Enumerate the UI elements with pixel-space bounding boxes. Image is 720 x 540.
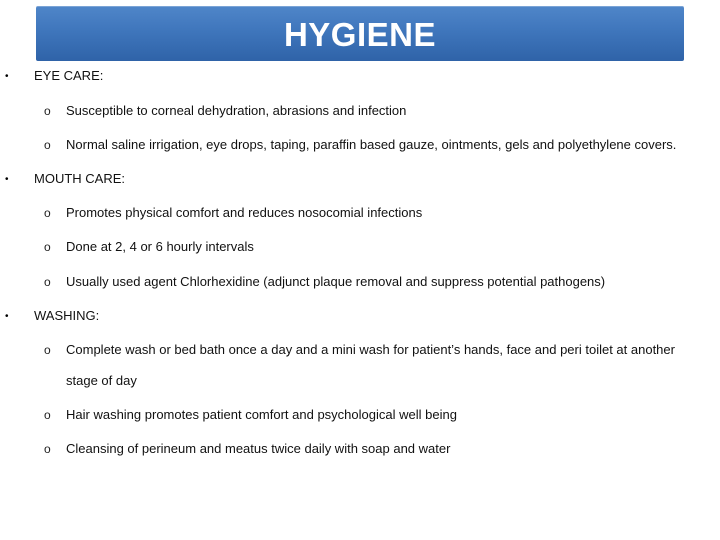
list-item: Usually used agent Chlorhexidine (adjunct plaque removal and suppress potential pathogens) [66,274,606,289]
sub-bullet-icon: o [44,240,51,254]
sub-bullet-icon: o [44,275,51,289]
sub-bullet-icon: o [44,104,51,118]
title-banner [36,6,684,61]
slide-title: HYGIENE [283,16,437,53]
sub-bullet-icon: o [44,408,51,422]
sub-bullet-icon: o [44,343,51,357]
bullet-icon: • [5,174,9,185]
list-item: Promotes physical comfort and reduces nosocomial infections [66,205,423,220]
list-item: Susceptible to corneal dehydration, abrasions and infection [66,103,407,118]
sub-bullet-icon: o [44,442,51,456]
section-label-mouth-care: MOUTH CARE: [34,171,125,186]
bullet-icon: • [5,71,9,82]
sub-bullet-icon: o [44,206,51,220]
list-item: Hair washing promotes patient comfort and psychological well being [66,407,457,422]
list-item: Complete wash or bed bath once a day and a mini wash for patient’s hands, face and peri toilet at another [66,342,675,357]
list-item-continuation: stage of day [66,373,137,388]
section-label-washing: WASHING: [34,308,100,323]
sub-bullet-icon: o [44,138,51,152]
list-item: Done at 2, 4 or 6 hourly intervals [66,239,254,254]
bullet-icon: • [5,311,9,322]
section-label-eye-care: EYE CARE: [34,68,104,83]
list-item: Normal saline irrigation, eye drops, taping, paraffin based gauze, ointments, gels and polyethylene covers. [66,137,677,152]
list-item: Cleansing of perineum and meatus twice daily with soap and water [66,441,451,456]
